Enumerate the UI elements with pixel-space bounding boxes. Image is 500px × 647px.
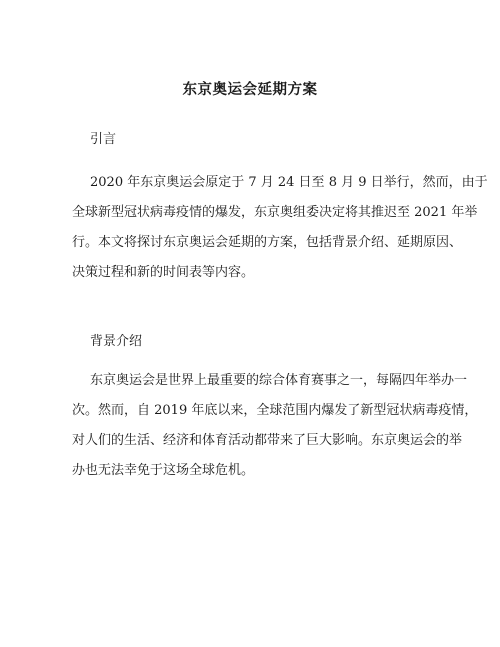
paragraph-line: 次。然而，自 2019 年底以来，全球范围内爆发了新型冠状病毒疫情， [72,403,478,418]
paragraph-intro [72,168,488,288]
paragraph-line: 办也无法幸免于这场全球危机。 [72,463,255,478]
paragraph-background [72,366,478,486]
paragraph-line: 东京奥运会是世界上最重要的综合体育赛事之一，每隔四年举办一 [90,373,468,388]
paragraph-line: 对人们的生活、经济和体育活动都带来了巨大影响。东京奥运会的举 [72,433,463,448]
section-heading-background: 背景介绍 [90,334,143,349]
paragraph-line: 全球新型冠状病毒疫情的爆发，东京奥组委决定将其推迟至 2021 年举 [72,205,478,220]
section-heading-intro: 引言 [90,132,117,147]
document-title: 东京奥运会延期方案 [182,81,318,98]
paragraph-line: 2020 年东京奥运会原定于 7 月 24 日至 8 月 9 日举行，然而，由于 [90,175,488,190]
paragraph-line: 决策过程和新的时间表等内容。 [72,265,255,280]
paragraph-line: 行。本文将探讨东京奥运会延期的方案，包括背景介绍、延期原因、 [72,235,463,250]
